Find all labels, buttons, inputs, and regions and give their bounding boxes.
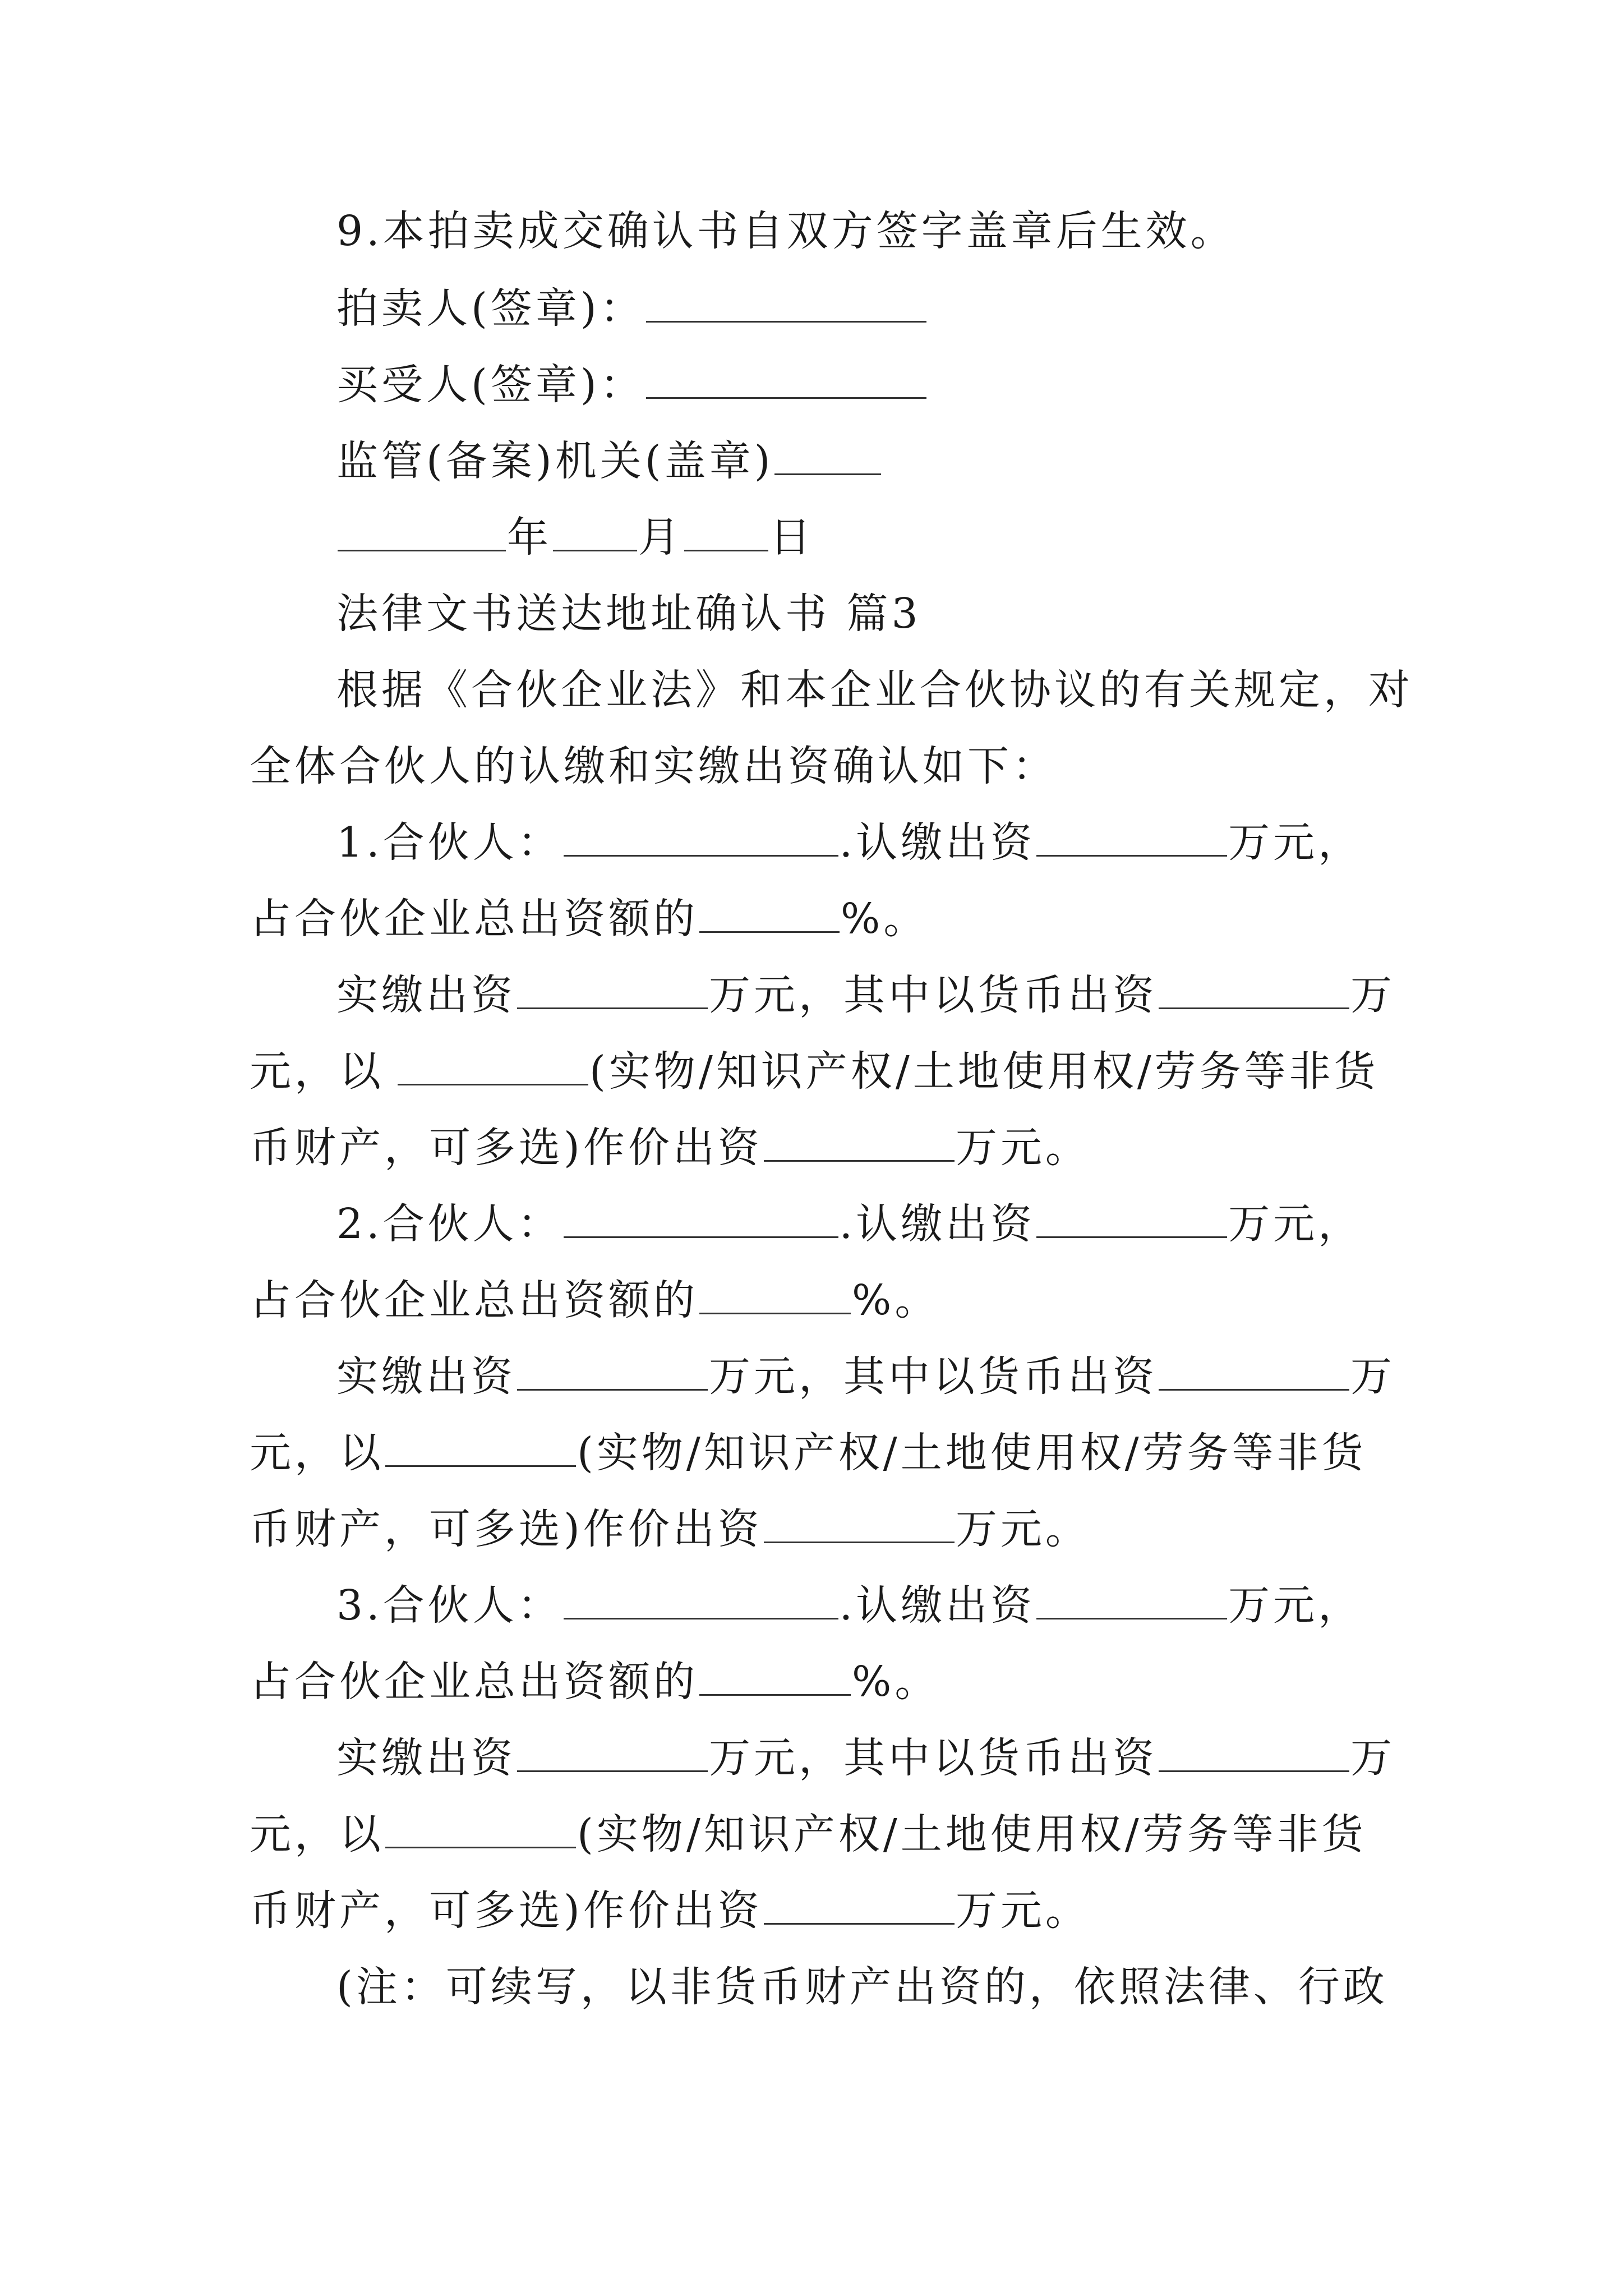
text: 万元。	[955, 1887, 1090, 1935]
partner-1-valuation-line	[250, 1120, 1090, 1176]
currency-amount-blank	[1159, 1349, 1349, 1391]
partner-3-nonmonetary-line	[250, 1806, 1367, 1862]
text: 2.合伙人：	[336, 1200, 562, 1248]
text: 月	[638, 513, 683, 562]
text: 实缴出资	[336, 1352, 516, 1401]
text: 9.本拍卖成交确认书自双方签字盖章后生效。	[336, 207, 1235, 255]
valuation-amount-blank	[764, 1501, 955, 1543]
text: 全体合伙人的认缴和实缴出资确认如下：	[250, 742, 1057, 790]
text: 万元，	[1228, 1581, 1363, 1630]
text: .认缴出资	[839, 1581, 1036, 1630]
text: .认缴出资	[839, 818, 1036, 867]
partner-1-share-line	[250, 891, 928, 947]
valuation-amount-blank	[764, 1883, 955, 1925]
text: %。	[852, 1276, 940, 1324]
signature-blank	[646, 280, 926, 323]
subscribed-amount-blank	[1036, 1577, 1227, 1619]
currency-amount-blank	[1159, 967, 1349, 1009]
text: 万元，	[1228, 818, 1363, 867]
partner-2-line	[336, 1196, 1363, 1252]
seal-blank	[774, 433, 881, 475]
paid-amount-blank	[517, 1730, 708, 1772]
partner-1-line	[336, 815, 1363, 871]
text: 买受人(签章)：	[336, 361, 645, 409]
regulator-seal-line	[336, 433, 882, 489]
text: 占合伙企业总出资额的	[250, 895, 698, 943]
text: 3.合伙人：	[336, 1581, 562, 1630]
currency-amount-blank	[1159, 1730, 1349, 1772]
text: 万元，其中以货币出资	[709, 1734, 1158, 1782]
text: 万元，其中以货币出资	[709, 971, 1158, 1019]
share-percent-blank	[699, 1654, 851, 1696]
text: 元，以	[250, 1047, 384, 1096]
partner-2-share-line	[250, 1272, 939, 1328]
text: 万元。	[955, 1505, 1090, 1553]
text: 根据《合伙企业法》和本企业合伙协议的有关规定，对	[336, 666, 1413, 714]
text: 1.合伙人：	[336, 818, 562, 867]
date-line	[336, 509, 814, 565]
text: 占合伙企业总出资额的	[250, 1276, 698, 1324]
asset-type-blank	[398, 1043, 588, 1085]
year-blank	[338, 509, 506, 551]
day-blank	[684, 509, 768, 551]
text: 实缴出资	[336, 971, 516, 1019]
partner-2-valuation-line	[250, 1501, 1090, 1557]
text: 万	[1350, 971, 1395, 1019]
text: (实物/知识产权/土地使用权/劳务等非货	[589, 1047, 1379, 1096]
paid-amount-blank	[517, 967, 708, 1009]
intro-paragraph-line-1	[336, 662, 1413, 718]
text: 万	[1350, 1352, 1395, 1401]
month-blank	[553, 509, 637, 551]
partner-2-paid-line	[336, 1349, 1395, 1405]
section-title	[336, 586, 921, 642]
text: (实物/知识产权/土地使用权/劳务等非货	[577, 1429, 1367, 1477]
partner-2-nonmonetary-line	[250, 1425, 1367, 1481]
share-percent-blank	[699, 891, 840, 933]
text: 监管(备案)机关(盖章)	[336, 437, 774, 485]
asset-type-blank	[385, 1425, 576, 1467]
text: 万元，	[1228, 1200, 1363, 1248]
text: 币财产，可多选)作价出资	[250, 1505, 763, 1553]
partner-name-blank	[564, 1577, 838, 1619]
subscribed-amount-blank	[1036, 815, 1227, 857]
text: %。	[852, 1658, 940, 1706]
text: %。	[841, 895, 929, 943]
share-percent-blank	[699, 1272, 851, 1314]
text: 法律文书送达地址确认书 篇3	[336, 590, 921, 638]
text: 币财产，可多选)作价出资	[250, 1887, 763, 1935]
partner-3-line	[336, 1577, 1363, 1634]
text: 实缴出资	[336, 1734, 516, 1782]
text: 年	[507, 513, 552, 562]
partner-name-blank	[564, 1196, 838, 1238]
text: .认缴出资	[839, 1200, 1036, 1248]
auctioneer-signature-line	[336, 280, 928, 337]
text: 万	[1350, 1734, 1395, 1782]
partner-3-valuation-line	[250, 1883, 1090, 1939]
asset-type-blank	[385, 1806, 576, 1848]
text: 拍卖人(签章)：	[336, 284, 645, 333]
note-line	[336, 1959, 1388, 2015]
text: 日	[769, 513, 814, 562]
text: 占合伙企业总出资额的	[250, 1658, 698, 1706]
intro-paragraph-line-2	[250, 738, 1057, 794]
partner-name-blank	[564, 815, 838, 857]
valuation-amount-blank	[764, 1120, 955, 1162]
clause-9-effective	[336, 203, 1235, 259]
signature-blank	[646, 357, 926, 399]
partner-3-paid-line	[336, 1730, 1395, 1786]
text: 元，以	[250, 1810, 384, 1858]
text: (实物/知识产权/土地使用权/劳务等非货	[577, 1810, 1367, 1858]
text: 元，以	[250, 1429, 384, 1477]
text: (注：可续写，以非货币财产出资的，依照法律、行政	[336, 1963, 1388, 2011]
paid-amount-blank	[517, 1349, 708, 1391]
subscribed-amount-blank	[1036, 1196, 1227, 1238]
text: 币财产，可多选)作价出资	[250, 1124, 763, 1172]
partner-3-share-line	[250, 1654, 939, 1710]
text: 万元。	[955, 1124, 1090, 1172]
buyer-signature-line	[336, 357, 928, 413]
text: 万元，其中以货币出资	[709, 1352, 1158, 1401]
partner-1-paid-line	[336, 967, 1395, 1023]
partner-1-nonmonetary-line	[250, 1043, 1379, 1099]
